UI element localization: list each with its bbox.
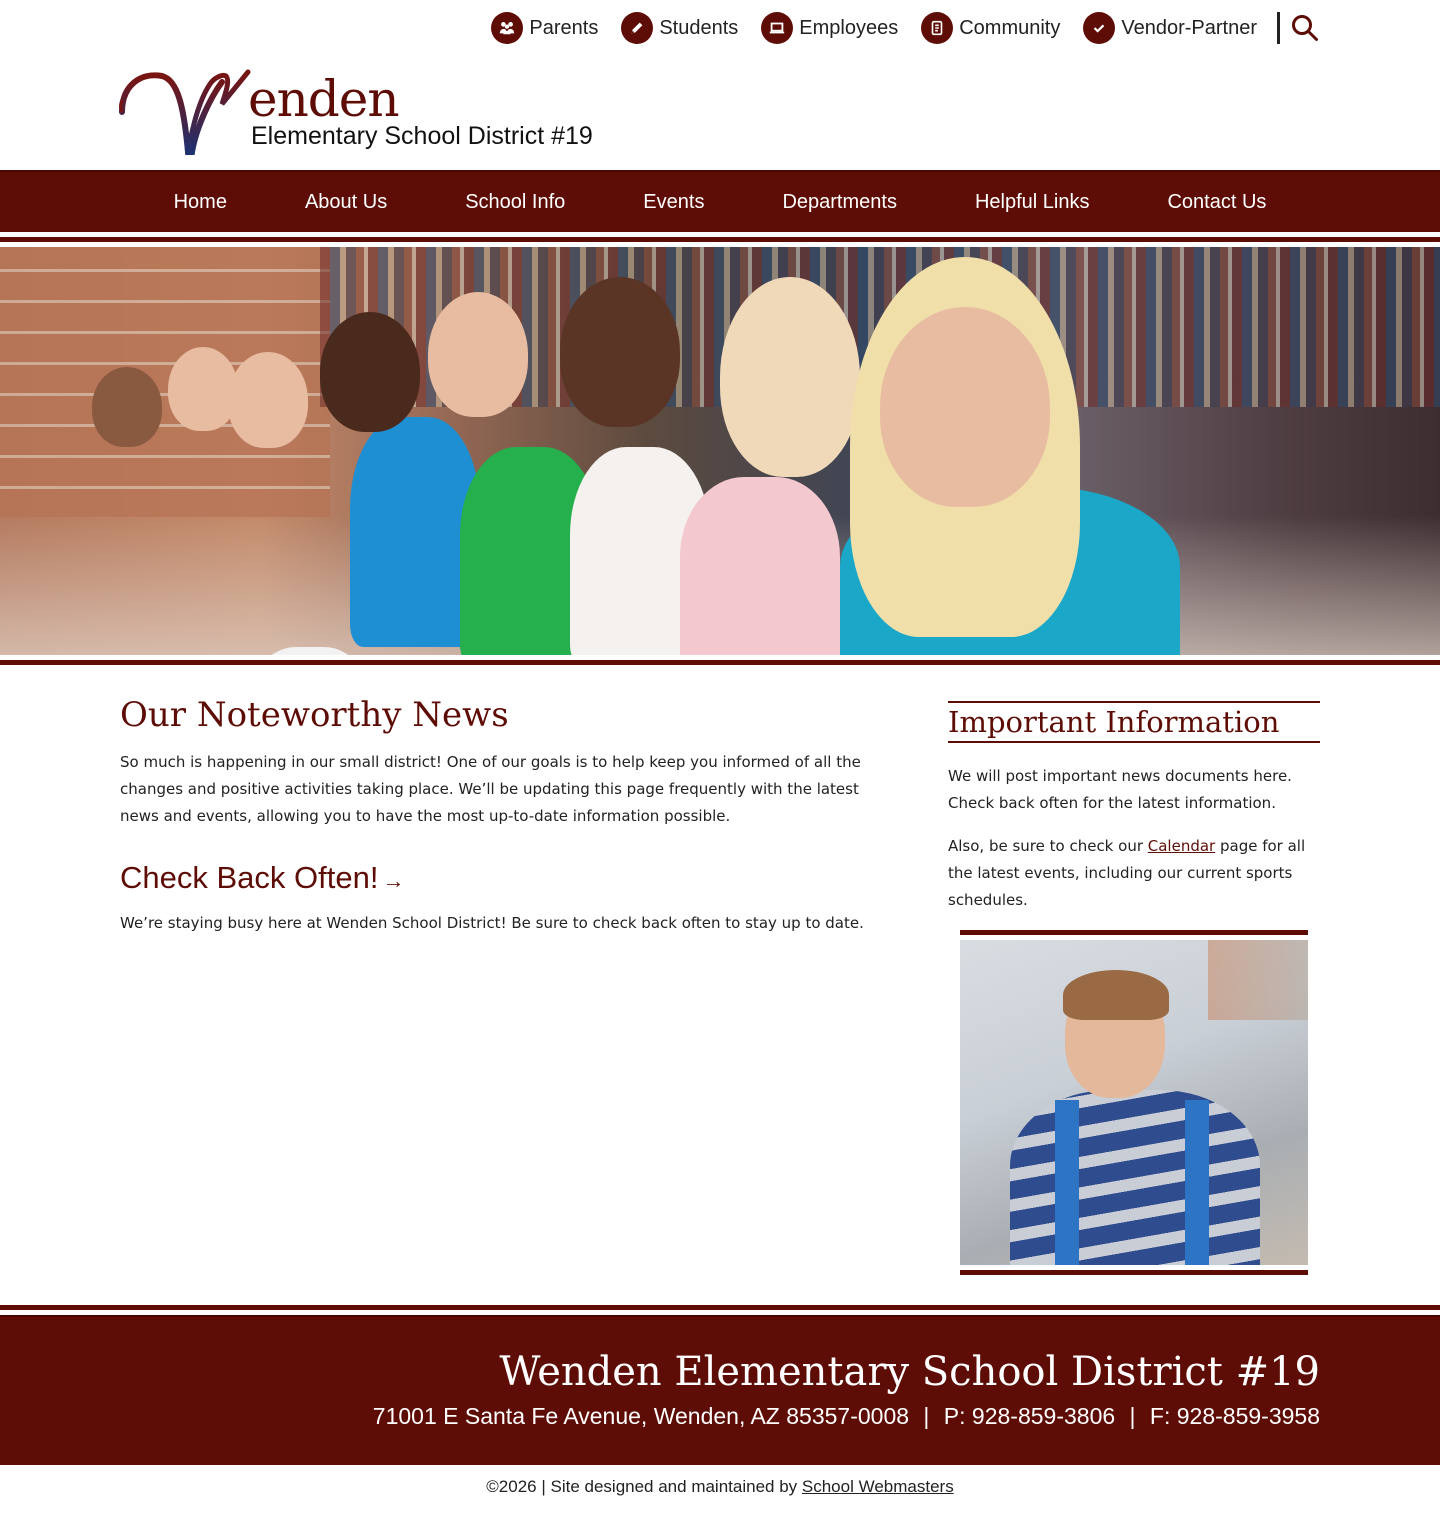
news-column — [120, 693, 890, 1275]
header — [0, 58, 1440, 170]
nav-contact-us[interactable]: Contact Us — [1167, 190, 1267, 213]
copyright-bar — [0, 1465, 1440, 1513]
utility-label: Students — [659, 16, 739, 39]
school-webmasters-link[interactable]: School Webmasters — [801, 1477, 954, 1496]
utility-label: Vendor-Partner — [1121, 16, 1257, 39]
calendar-link[interactable]: Calendar — [1147, 837, 1216, 855]
photo-backpack-strap — [1185, 1100, 1209, 1265]
hero-kid-face — [92, 367, 162, 447]
footer-phone: P: 928-859-3806 — [943, 1403, 1116, 1429]
hero-kid-face — [720, 277, 860, 477]
utility-divider — [1277, 12, 1280, 44]
footer — [0, 1315, 1440, 1465]
utility-link-community[interactable] — [921, 12, 1060, 44]
arrow-right-icon: → — [382, 868, 405, 893]
district-logo[interactable] — [118, 68, 618, 158]
footer-separator: | — [1129, 1403, 1136, 1429]
logo-wordmark: enden — [248, 70, 399, 128]
nav-helpful-links[interactable]: Helpful Links — [974, 190, 1090, 213]
nav-home[interactable]: Home — [173, 190, 227, 213]
spacer — [0, 1275, 1440, 1305]
divider-stripe — [0, 660, 1440, 665]
check-back-title: Check Back Often! — [120, 860, 379, 895]
footer-address: 71001 E Santa Fe Avenue, Wenden, AZ 85357-0008 — [372, 1403, 910, 1429]
nav-about-us[interactable]: About Us — [304, 190, 388, 213]
footer-separator: | — [923, 1403, 930, 1429]
photo-background — [1208, 940, 1308, 1020]
news-title: Our Noteworthy News — [120, 695, 509, 735]
main-content — [0, 693, 1440, 1275]
document-icon — [921, 12, 953, 44]
utility-label: Parents — [529, 16, 599, 39]
nav-departments[interactable]: Departments — [782, 190, 897, 213]
logo-subtitle: Elementary School District #19 — [251, 122, 593, 150]
calendar-note-text: Also, be sure to check our — [948, 837, 1148, 855]
news-body: So much is happening in our small district! One of our goals is to help keep you informed of all the changes and positive activities taking place. We’ll be updating this page frequently with the latest news and events, allowing you to have the most up-to-date information possible. — [120, 753, 861, 825]
utility-bar — [0, 0, 1440, 58]
search-icon — [1290, 13, 1320, 43]
important-info-title: Important Information — [948, 705, 1280, 739]
search-button[interactable] — [1290, 13, 1320, 43]
nav-events[interactable]: Events — [643, 190, 705, 213]
checkmark-icon — [1083, 12, 1115, 44]
hero-kid-face — [428, 292, 528, 417]
boy-photo — [960, 940, 1308, 1265]
photo-backpack-strap — [1055, 1100, 1079, 1265]
utility-link-vendor-partner[interactable] — [1083, 12, 1257, 44]
utility-label: Employees — [799, 16, 899, 39]
check-back-often-link[interactable] — [120, 860, 890, 896]
logo-w-mark — [118, 68, 258, 158]
parents-icon — [491, 12, 523, 44]
sidebar — [948, 693, 1320, 1275]
pencil-icon — [621, 12, 653, 44]
important-info-header — [948, 701, 1320, 743]
footer-title: Wenden Elementary School District #19 — [499, 1349, 1320, 1395]
hero-kid-face — [320, 312, 420, 432]
check-back-body: We’re staying busy here at Wenden School District! Be sure to check back often to stay up to date. — [120, 914, 864, 932]
photo-bottom-bar — [960, 1270, 1308, 1275]
hero-kid-face — [168, 347, 238, 431]
hero-kid-face — [228, 352, 308, 448]
footer-contact — [0, 1403, 1320, 1430]
hero-kid-face — [560, 277, 680, 427]
hero-kid — [680, 477, 840, 655]
footer-fax: F: 928-859-3958 — [1149, 1403, 1320, 1429]
utility-link-parents[interactable] — [491, 12, 598, 44]
copyright-text: ©2026 | Site designed and maintained by — [486, 1477, 802, 1496]
calendar-note-text: page for all the latest events, including our current sports schedules. — [948, 837, 1306, 909]
utility-label: Community — [959, 16, 1061, 39]
hero-kid-face — [880, 307, 1050, 507]
important-info-text: We will post important news documents here. Check back often for the latest information. — [948, 767, 1292, 812]
photo-hoodie — [1010, 1090, 1260, 1265]
laptop-icon — [761, 12, 793, 44]
main-nav — [0, 170, 1440, 232]
sidebar-photo — [960, 930, 1308, 1275]
calendar-note — [948, 833, 1320, 914]
utility-link-students[interactable] — [621, 12, 738, 44]
utility-nav — [468, 12, 1320, 44]
photo-top-bar — [960, 930, 1308, 935]
hero-image — [0, 247, 1440, 655]
utility-link-employees[interactable] — [761, 12, 898, 44]
photo-hair — [1063, 970, 1169, 1020]
nav-school-info[interactable]: School Info — [465, 190, 566, 213]
